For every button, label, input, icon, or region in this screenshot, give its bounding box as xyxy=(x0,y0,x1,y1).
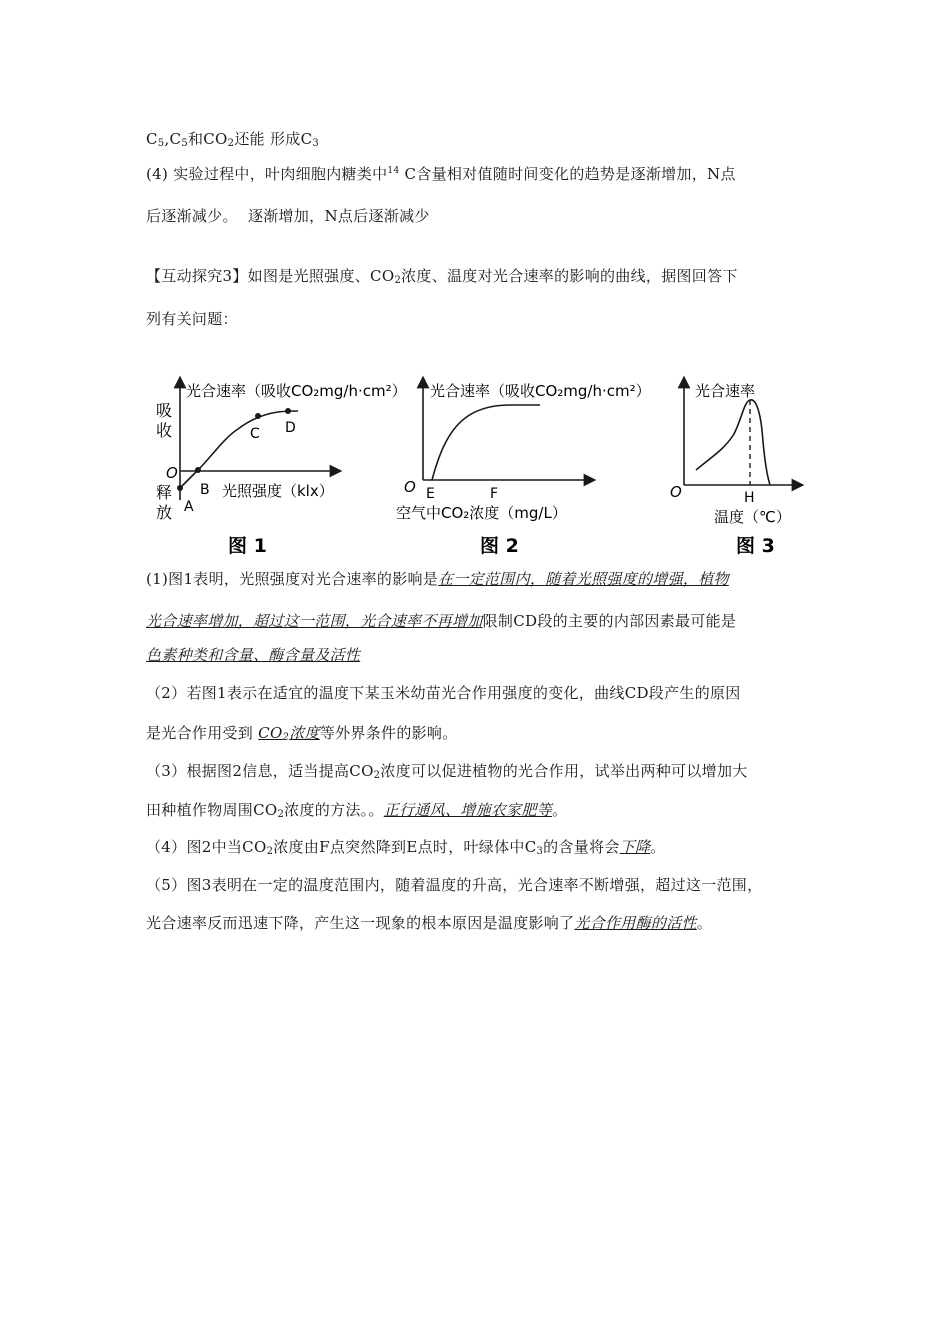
fig1-label-c: C xyxy=(250,426,260,442)
subscript: 2 xyxy=(373,770,381,781)
fig3-curve xyxy=(696,400,770,485)
q1-line-2 xyxy=(146,610,736,631)
subscript: 2 xyxy=(282,732,290,743)
text: 后逐渐减少。 xyxy=(146,207,238,225)
figure-2 xyxy=(396,382,651,557)
fig2-y-label: 光合速率（吸收CO₂mg/h·cm²） xyxy=(430,382,651,400)
q5-line-2 xyxy=(146,912,712,933)
text: 如图是光照强度、CO xyxy=(247,267,395,285)
text: (4) 实验过程中，叶肉细胞内糖类中 xyxy=(146,165,388,183)
fig1-label-b: B xyxy=(200,482,210,498)
fig2-caption: 图 2 xyxy=(480,535,519,557)
superscript: 14 xyxy=(387,166,400,176)
fig2-curve xyxy=(432,405,540,480)
figure-1 xyxy=(156,382,407,557)
text: 和CO xyxy=(187,130,228,148)
text: 光合速率反而迅速下降，产生这一现象的根本原因是温度影响了 xyxy=(146,914,575,932)
fig3-origin: O xyxy=(670,483,682,501)
fig3-x-label: 温度（℃） xyxy=(714,508,791,526)
fig2-x-label: 空气中CO₂浓度（mg/L） xyxy=(396,504,567,522)
q2-line-2 xyxy=(146,722,458,743)
q5-line-1 xyxy=(146,874,762,895)
fig1-caption: 图 1 xyxy=(228,535,267,557)
q3-answer: 正行通风、增施农家肥等 xyxy=(383,801,553,819)
text: 。 xyxy=(696,914,713,932)
text: 的含量将会 xyxy=(543,838,620,856)
text: 列有关问题： xyxy=(146,310,238,328)
text: CO xyxy=(258,724,283,742)
fig1-point-a xyxy=(177,485,183,491)
fig2-label-f: F xyxy=(490,486,499,502)
text: 浓度、温度对光合速率的影响的曲线，据图回答下 xyxy=(401,267,738,285)
subscript: 2 xyxy=(266,846,274,857)
text: （3）根据图2信息，适当提高CO xyxy=(146,762,374,780)
subscript: 2 xyxy=(227,138,235,149)
q4-answer: 逐渐增加，N点后逐渐减少 xyxy=(247,207,430,225)
fig1-curve xyxy=(180,411,298,488)
fig1-release-2: 放 xyxy=(156,503,173,522)
text: (1)图1表明，光照强度对光合速率的影响是 xyxy=(146,570,439,588)
q4b-answer: 下降 xyxy=(619,838,651,856)
text: （2）若图1表示在适宜的温度下某玉米幼苗光合作用强度的变化，曲线CD段产生的原因 xyxy=(146,684,741,702)
subscript: 5 xyxy=(181,138,188,149)
subscript: 5 xyxy=(157,138,165,149)
q5-answer: 光合作用酶的活性 xyxy=(574,914,697,932)
q3-tail-line xyxy=(146,128,319,149)
fig1-x-label: 光照强度（klx） xyxy=(222,482,334,500)
text: ,C xyxy=(164,130,182,148)
text: 田种植作物周围CO xyxy=(146,801,278,819)
q2-answer xyxy=(258,724,320,742)
fig1-label-d: D xyxy=(285,420,296,436)
text: 还能 形成C xyxy=(234,130,313,148)
fig2-origin: O xyxy=(404,478,416,496)
figures-panel xyxy=(150,368,810,560)
fig3-label-h: H xyxy=(744,490,755,506)
q1-answer-part-3: 色素种类和含量、酶含量及活性 xyxy=(146,646,361,664)
subscript: 2 xyxy=(394,275,402,286)
q1-answer-part-2: 光合速率增加，超过这一范围，光合速率不再增加 xyxy=(146,612,483,630)
fig1-absorb-1: 吸 xyxy=(156,401,173,420)
text: （4）图2中当CO xyxy=(146,838,267,856)
inquiry-line-1 xyxy=(146,265,738,286)
fig1-label-a: A xyxy=(184,499,194,515)
text: 是光合作用受到 xyxy=(146,724,259,742)
fig1-absorb-2: 收 xyxy=(156,421,173,440)
inquiry-title: 【互动探究3】 xyxy=(146,267,248,285)
inquiry-line-2 xyxy=(146,308,238,329)
subscript: 3 xyxy=(312,138,320,149)
q2-line-1 xyxy=(146,682,741,703)
q4-line-2 xyxy=(146,205,430,226)
fig3-caption: 图 3 xyxy=(736,535,775,557)
text: 。 xyxy=(650,838,666,856)
q1-line-1 xyxy=(146,568,729,589)
q1-line-3 xyxy=(146,644,360,665)
fig1-y-label: 光合速率（吸收CO₂mg/h·cm²） xyxy=(186,382,407,400)
text: 等外界条件的影响。 xyxy=(319,724,458,742)
fig1-release-1: 释 xyxy=(156,483,173,502)
fig3-y-label: 光合速率 xyxy=(695,382,756,400)
q3-line-1 xyxy=(146,760,748,781)
subscript: 3 xyxy=(536,846,544,857)
subscript: 2 xyxy=(277,809,285,820)
fig1-origin: O xyxy=(166,464,178,482)
fig1-point-c xyxy=(255,413,261,419)
text: 浓度的方法。。 xyxy=(284,801,384,819)
text: 限制CD段的主要的内部因素最可能是 xyxy=(482,612,737,630)
text: 浓度可以促进植物的光合作用，试举出两种可以增加大 xyxy=(380,762,748,780)
fig2-label-e: E xyxy=(426,486,435,502)
q4b-line xyxy=(146,836,666,857)
q3-line-2 xyxy=(146,799,567,820)
q4-line-1 xyxy=(146,163,736,184)
figure-3 xyxy=(670,382,798,557)
fig1-point-b xyxy=(195,467,201,473)
text: C xyxy=(146,130,158,148)
text: 浓度 xyxy=(289,724,320,742)
q1-answer-part-1: 在一定范围内，随着光照强度的增强，植物 xyxy=(438,570,729,588)
text: 。 xyxy=(552,801,568,819)
text: C含量相对值随时间变化的趋势是逐渐增加，N点 xyxy=(399,165,736,183)
fig1-point-d xyxy=(285,408,291,414)
text: 浓度由F点突然降到E点时，叶绿体中C xyxy=(273,838,537,856)
text: （5）图3表明在一定的温度范围内，随着温度的升高，光合速率不断增强，超过这一范围， xyxy=(146,876,763,894)
